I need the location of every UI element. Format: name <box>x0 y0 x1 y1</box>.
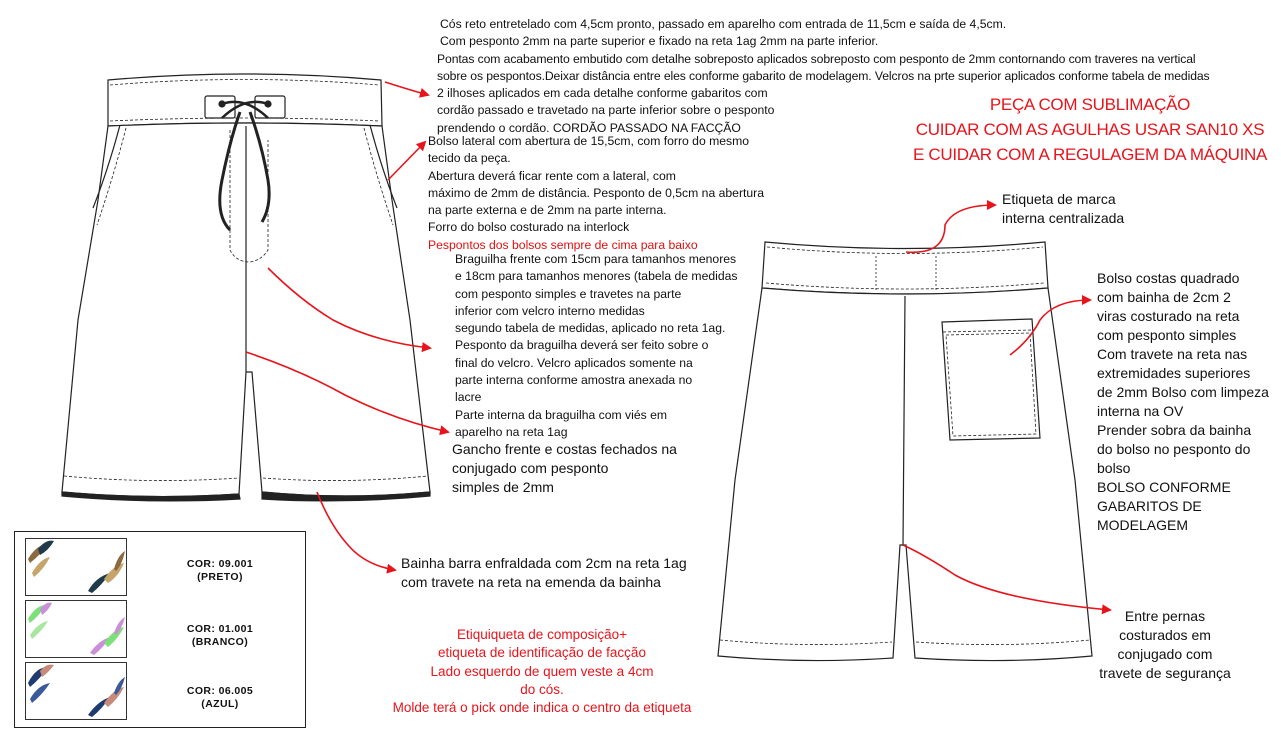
leaf-print-pattern <box>26 663 126 719</box>
arrow-side-pocket <box>388 142 425 180</box>
swatch-azul <box>25 662 127 720</box>
composition-label-note: Etiquiqueta de composição+ etiqueta de identificação de facção Lado esquerdo de quem veste a 4cm do cós. Molde terá o pick onde indica o centro da etiqueta <box>392 627 692 716</box>
color-code-label: COR: 01.001 (BRANCO) <box>186 623 254 648</box>
swatch-preto <box>25 538 127 596</box>
fly-note: Braguilha frente com 15cm para tamanhos menores e 18cm para tamanhos menores (tabela de medidas com pesponto simples e travetes na parte inferior com velcro interno medidas segundo tabela de medidas, aplicado no reta 1ag. Pesponto da braguilha deverá ser feito sobre o final do velcro. Velcro aplicados somente na parte interna conforme amostra anexada no lacre Parte interna da braguilha com viés em aparelho na reta 1ag <box>455 252 738 439</box>
hem-note: Bainha barra enfraldada com 2cm na reta 1ag com travete na reta na emenda da bainha <box>401 555 687 590</box>
arrow-waistband <box>385 82 428 95</box>
back-pocket-note: Bolso costas quadrado com bainha de 2cm 2 viras costurado na reta com pesponto simples Com travete na reta nas extremidades superiores de 2mm Bolso com limpeza interna na OV Prender sobra da bainha do bolso no pesponto do bolso BOLSO CONFORME GABARITOS DE MODELAGEM <box>1097 270 1269 533</box>
crotch-note: Gancho frente e costas fechados na conjugado com pesponto simples de 2mm <box>452 441 677 495</box>
leaf-print-pattern <box>26 601 126 657</box>
brand-label-note: Etiqueta de marca interna centralizada <box>1002 191 1125 226</box>
arrow-brand-label <box>906 205 995 252</box>
inseam-note: Entre pernas costurados em conjugado com travete de segurança <box>1099 608 1231 681</box>
leaf-print-pattern <box>26 539 126 595</box>
sublimation-warning: PEÇA COM SUBLIMAÇÃO CUIDAR COM AS AGULHAS USAR SAN10 XS E CUIDAR COM A REGULAGEM DA MÁQUINA <box>912 95 1268 164</box>
color-swatch-panel <box>14 531 306 728</box>
side-pocket-note: Bolso lateral com abertura de 15,5cm, com forro do mesmo tecido da peça. Abertura deverá ficar rente com a lateral, com máximo de 2mm de distância. Pesponto de 0,5cm na abertura na parte externa e de 2mm na parte interna. Forro do bolso costurado na interlock Pespontos dos bolsos sempre de cima para baixo <box>428 133 764 254</box>
color-code-label: COR: 06.005 (AZUL) <box>186 685 254 710</box>
pocket-stitch-warning: Pespontos dos bolsos sempre de cima para baixo <box>428 237 698 252</box>
arrow-hem <box>317 492 395 570</box>
color-code-label: COR: 09.001 (PRETO) <box>186 558 254 583</box>
swatch-branco <box>25 600 127 658</box>
waistband-note: Cós reto entretelado com 4,5cm pronto, passado em aparelho com entrada de 11,5cm e saída de 4,5cm. Com pesponto 2mm na parte superior e fixado na reta 1ag 2mm na parte inferior. Pontas com acabamento embutido com detalhe sobreposto aplicados sobreposto com pesponto de 2mm contornando com traveres na vertical sobre os pespontos.Deixar distância entre eles conforme gabarito de modelagem. Velcros na prte superior aplicados conforme tabela de medidas 2 ilhoses aplicados em cada detalhe conforme gabaritos com cordão passado e travetado na parte inferior sobre o pesponto prendendo o cordão. CORDÃO PASSADO NA FACÇÃO <box>437 17 1210 135</box>
front-shorts-drawing <box>62 74 430 501</box>
back-shorts-drawing <box>718 242 1092 661</box>
